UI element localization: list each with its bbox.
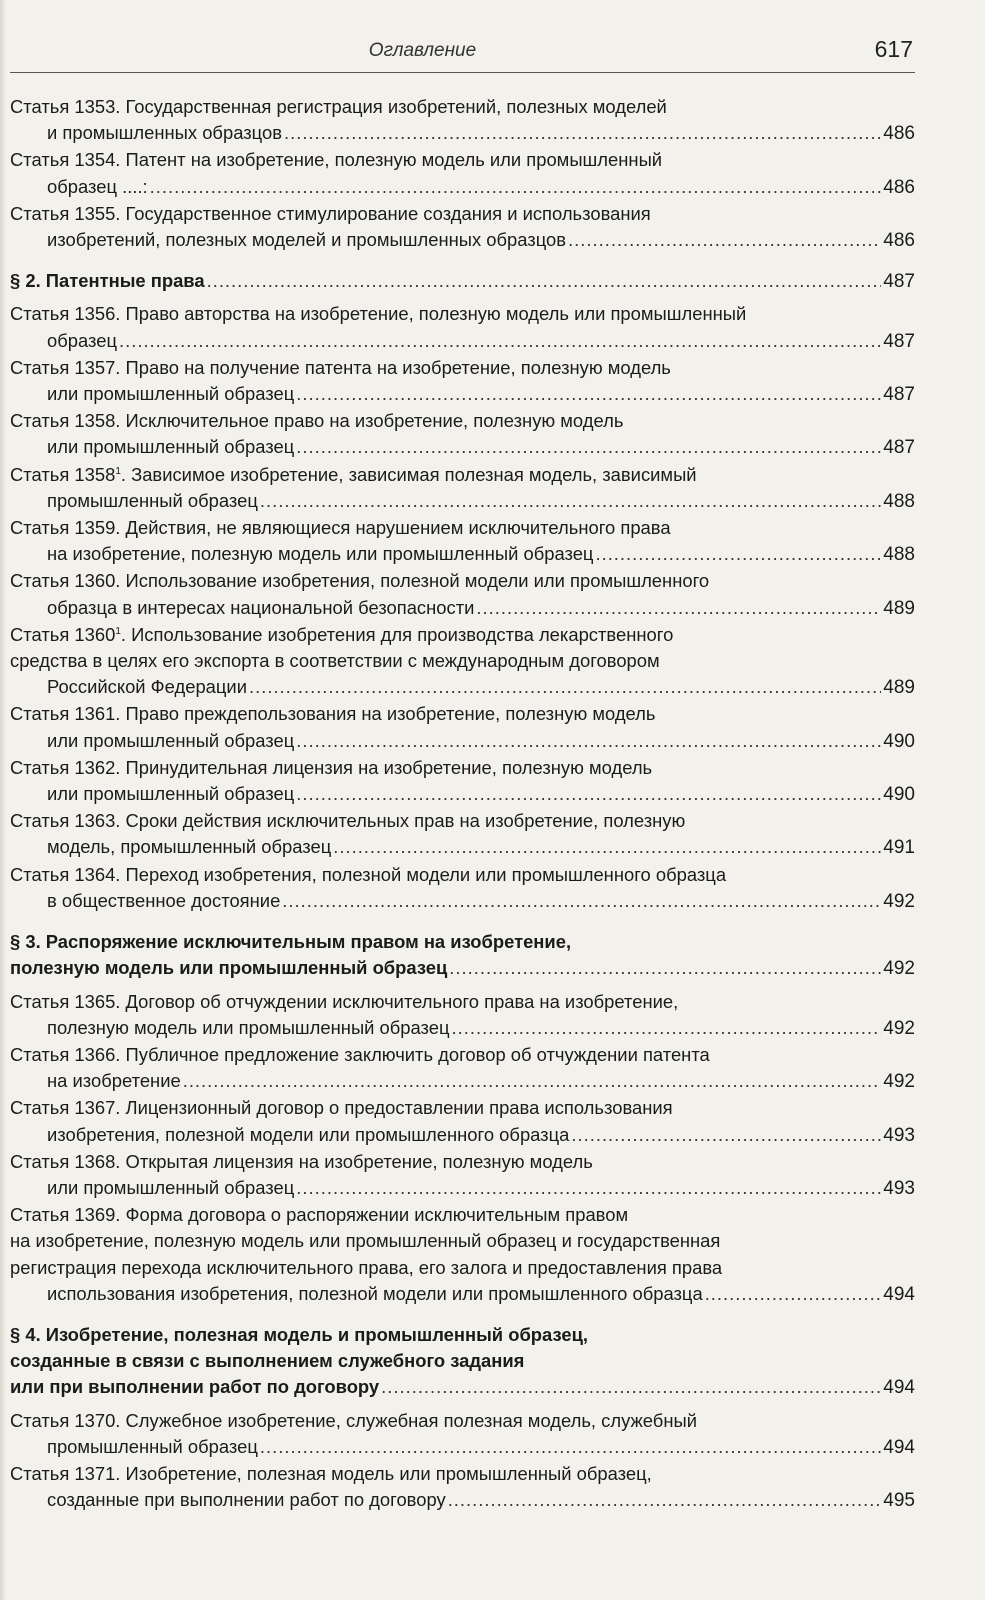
toc-leader-line — [10, 268, 915, 295]
toc-entry-line: использования изобретения, полезной модели или промышленного образца — [47, 1282, 703, 1304]
toc-article-entry — [10, 1202, 915, 1308]
toc-section-entry — [10, 1322, 915, 1402]
toc-leader-line — [47, 834, 915, 861]
dot-leader — [207, 268, 882, 294]
toc-leader-line — [47, 227, 915, 254]
dot-leader — [705, 1281, 882, 1307]
toc-article-entry — [10, 408, 915, 461]
toc-leader-line — [47, 1281, 915, 1308]
dot-leader — [249, 674, 881, 700]
toc-article-entry — [10, 201, 915, 254]
dot-leader — [282, 888, 881, 914]
toc-entry-line: и промышленных образцов — [47, 122, 282, 144]
table-of-contents — [10, 94, 915, 1514]
article-superscript: 1 — [115, 625, 121, 637]
dot-leader — [595, 541, 881, 567]
toc-article-entry — [10, 622, 915, 702]
running-title: Оглавление — [368, 40, 477, 61]
toc-article-entry — [10, 568, 915, 621]
toc-article-entry — [10, 94, 915, 147]
toc-entry-line: изобретений, полезных моделей и промышленных образцов — [47, 229, 567, 251]
toc-leader-line — [10, 955, 915, 982]
toc-article-entry — [10, 301, 915, 354]
toc-article-entry — [10, 147, 915, 200]
toc-article-entry — [10, 1042, 915, 1095]
toc-leader-line — [47, 381, 915, 408]
toc-leader-line — [47, 888, 915, 915]
toc-leader-line — [47, 174, 915, 201]
toc-leader-line — [47, 541, 915, 568]
running-header — [10, 36, 915, 73]
toc-entry-line: или промышленный образец — [47, 783, 295, 805]
toc-leader-line — [47, 488, 915, 515]
toc-page-number: 489 — [883, 597, 915, 619]
toc-leader-line — [47, 328, 915, 355]
dot-leader — [476, 595, 881, 621]
dot-leader — [296, 1175, 881, 1201]
toc-entry-line: Статья 1368. Открытая лицензия на изобретение, полезную модель — [10, 1150, 593, 1172]
toc-entry-line: или промышленный образец — [47, 383, 295, 405]
toc-article-entry — [10, 1408, 915, 1461]
toc-article-entry — [10, 701, 915, 754]
toc-entry-line: образец — [47, 329, 117, 351]
toc-page-number: 488 — [883, 544, 915, 566]
toc-entry-line: Статья 1360. Использование изобретения, полезной модели или промышленного — [10, 570, 710, 592]
toc-article-entry — [10, 1461, 915, 1514]
toc-leader-line — [47, 1175, 915, 1202]
toc-entry-line: полезную модель или промышленный образец — [10, 957, 448, 979]
toc-entry-line: или промышленный образец — [47, 436, 295, 458]
toc-section-entry — [10, 929, 915, 982]
toc-article-entry — [10, 462, 915, 515]
toc-leader-line — [47, 728, 915, 755]
toc-entry-line: или при выполнении работ по договору — [10, 1376, 380, 1398]
toc-page-number: 492 — [883, 1071, 915, 1093]
toc-leader-line — [47, 1015, 915, 1042]
toc-entry-line: на изобретение, полезную модель или промышленный образец — [47, 543, 594, 565]
toc-page-number: 495 — [883, 1490, 915, 1512]
toc-leader-line — [47, 674, 915, 701]
toc-entry-line: Российской Федерации — [47, 676, 247, 698]
toc-entry-line: Статья 1353. Государственная регистрация изобретений, полезных моделей — [10, 96, 667, 117]
toc-page-number: 493 — [883, 1177, 915, 1199]
toc-page-number: 486 — [883, 176, 915, 198]
toc-entry-line: Статья 1363. Сроки действия исключительных прав на изобретение, полезную — [10, 810, 686, 832]
toc-leader-line — [10, 1374, 915, 1401]
toc-page-number: 490 — [883, 730, 915, 752]
dot-leader — [284, 120, 881, 146]
toc-entry-line: Статья 1359. Действия, не являющиеся нарушением исключительного права — [10, 517, 671, 539]
dot-leader — [452, 1015, 882, 1041]
toc-entry-line: Статья 1361. Право преждепользования на изобретение, полезную модель — [10, 703, 656, 725]
dot-leader — [381, 1374, 881, 1400]
toc-entry-line: модель, промышленный образец — [47, 836, 332, 858]
toc-entry-line: Статья 1366. Публичное предложение заключить договор об отчуждении патента — [10, 1043, 710, 1065]
toc-article-entry — [10, 1149, 915, 1202]
toc-entry-line: изобретения, полезной модели или промышленного образца — [47, 1123, 570, 1145]
dot-leader — [448, 1487, 882, 1513]
toc-article-entry — [10, 515, 915, 568]
toc-page-number: 494 — [883, 1283, 915, 1305]
article-superscript: 1 — [115, 465, 121, 477]
toc-article-entry — [10, 989, 915, 1042]
toc-leader-line — [47, 1068, 915, 1095]
toc-entry-line: или промышленный образец — [47, 729, 295, 751]
toc-entry-line: § 3. Распоряжение исключительным правом на изобретение, — [10, 931, 572, 953]
article-label: Статья 1360 — [10, 623, 116, 645]
toc-entry-line: полезную модель или промышленный образец — [47, 1016, 450, 1038]
toc-page-number: 486 — [883, 230, 915, 252]
toc-page-number: 487 — [883, 384, 915, 406]
toc-page-number: 492 — [883, 890, 915, 912]
toc-entry-line: или промышленный образец — [47, 1176, 295, 1198]
toc-leader-line — [47, 120, 915, 147]
toc-entry-line: Статья 1355. Государственное стимулирование создания и использования — [10, 202, 651, 224]
toc-article-entry — [10, 355, 915, 408]
toc-entry-line: Статья 1354. Патент на изобретение, полезную модель или промышленный — [10, 149, 663, 171]
dot-leader — [150, 174, 882, 200]
toc-entry-line: Статья 1364. Переход изобретения, полезной модели или промышленного образца — [10, 863, 727, 885]
dot-leader — [571, 1122, 881, 1148]
toc-entry-line: на изобретение, полезную модель или промышленный образец и государственная — [10, 1230, 721, 1252]
toc-entry-line: образец ....: — [47, 175, 148, 197]
toc-entry-line: средства в целях его экспорта в соответствии с международным договором — [10, 650, 660, 672]
toc-page-number: 490 — [883, 784, 915, 806]
toc-entry-line: Статья 1370. Служебное изобретение, служебная полезная модель, служебный — [10, 1409, 697, 1431]
toc-page-number: 489 — [883, 677, 915, 699]
toc-entry-line: регистрация перехода исключительного права, его залога и предоставления права — [10, 1256, 723, 1278]
toc-page-number: 487 — [883, 437, 915, 459]
toc-entry-line: созданные при выполнении работ по договору — [47, 1489, 446, 1511]
toc-entry-line — [10, 462, 915, 488]
toc-leader-line — [47, 1122, 915, 1149]
toc-entry-line: Статья 1358. Исключительное право на изобретение, полезную модель — [10, 410, 624, 432]
toc-leader-line — [47, 595, 915, 622]
dot-leader — [333, 834, 881, 860]
article-title-text: . Зависимое изобретение, зависимая полезная модель, зависимый — [120, 463, 697, 485]
toc-entry-line: на изобретение — [47, 1070, 181, 1092]
dot-leader — [183, 1068, 882, 1094]
toc-leader-line — [47, 1487, 915, 1514]
toc-page-number: 491 — [883, 837, 915, 859]
toc-leader-line — [47, 781, 915, 808]
toc-entry-line: Статья 1369. Форма договора о распоряжении исключительным правом — [10, 1204, 629, 1226]
toc-entry-line: Статья 1362. Принудительная лицензия на изобретение, полезную модель — [10, 756, 653, 778]
dot-leader — [296, 381, 881, 407]
toc-article-entry — [10, 755, 915, 808]
toc-page-number: 488 — [883, 490, 915, 512]
toc-entry-line: в общественное достояние — [47, 889, 281, 911]
dot-leader — [119, 328, 881, 354]
toc-page-number: 486 — [883, 123, 915, 145]
toc-entry-line: Статья 1357. Право на получение патента на изобретение, полезную модель — [10, 356, 671, 378]
toc-section-entry — [10, 268, 915, 295]
toc-page-number: 492 — [883, 958, 915, 980]
toc-entry-line: § 2. Патентные права — [10, 270, 205, 292]
toc-entry-line: промышленный образец — [47, 1435, 258, 1457]
toc-leader-line — [47, 1434, 915, 1461]
toc-entry-line: Статья 1365. Договор об отчуждении исключительного права на изобретение, — [10, 990, 679, 1012]
toc-page-number: 493 — [883, 1124, 915, 1146]
toc-entry-line: образца в интересах национальной безопасности — [47, 596, 475, 618]
toc-entry-line: § 4. Изобретение, полезная модель и промышленный образец, — [10, 1323, 589, 1345]
toc-page-number: 492 — [883, 1017, 915, 1039]
toc-leader-line — [47, 434, 915, 461]
toc-article-entry — [10, 808, 915, 861]
toc-article-entry — [10, 862, 915, 915]
toc-entry-line: Статья 1371. Изобретение, полезная модель или промышленный образец, — [10, 1462, 652, 1484]
dot-leader — [260, 1434, 881, 1460]
dot-leader — [568, 227, 881, 253]
article-label: Статья 1358 — [10, 463, 116, 485]
toc-entry-line: промышленный образец — [47, 489, 258, 511]
toc-page-number: 487 — [883, 330, 915, 352]
page-number: 617 — [874, 36, 913, 62]
toc-article-entry — [10, 1095, 915, 1148]
dot-leader — [296, 728, 881, 754]
toc-page-number: 487 — [883, 271, 915, 293]
dot-leader — [296, 781, 881, 807]
scan-edge-shadow — [0, 0, 6, 1600]
article-title-text: . Использование изобретения для производства лекарственного — [120, 623, 674, 645]
toc-entry-line: созданные в связи с выполнением служебного задания — [10, 1350, 525, 1372]
toc-entry-line: Статья 1367. Лицензионный договор о предоставлении права использования — [10, 1097, 673, 1119]
toc-entry-line: Статья 1356. Право авторства на изобретение, полезную модель или промышленный — [10, 303, 747, 325]
dot-leader — [296, 434, 881, 460]
toc-page-number: 494 — [883, 1377, 915, 1399]
dot-leader — [260, 488, 881, 514]
toc-page-number: 494 — [883, 1436, 915, 1458]
toc-entry-line — [10, 622, 915, 648]
dot-leader — [449, 955, 881, 981]
